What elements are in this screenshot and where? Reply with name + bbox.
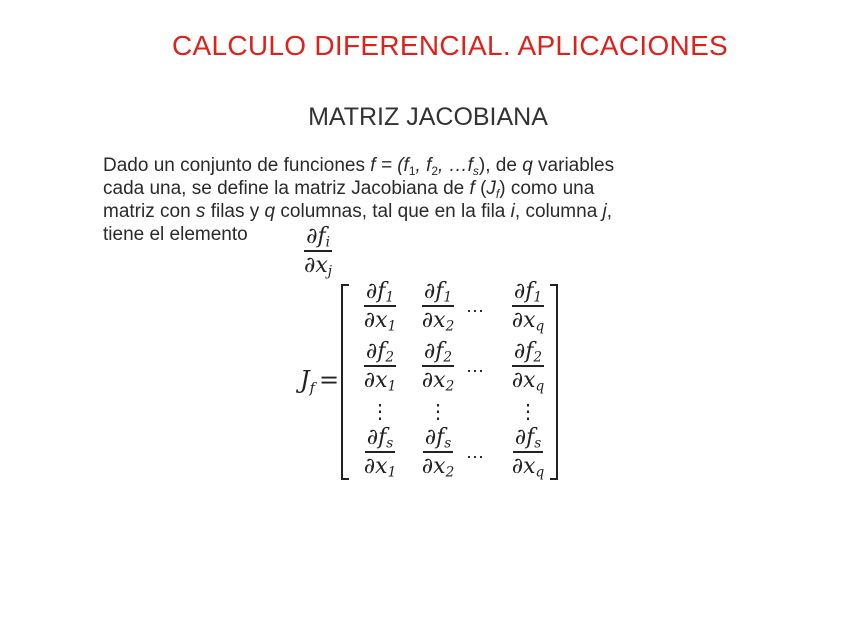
matrix-entry: $\frac{\partial f_2}{\partial x_q}$ [511, 339, 545, 395]
matrix-entry: $\frac{\partial f_s}{\partial x_2}$ [421, 425, 455, 481]
matrix-hdots: ⋯ [466, 361, 484, 382]
matrix-row [350, 279, 550, 339]
paragraph-line-4: tiene el elemento [103, 224, 248, 245]
matrix-entry: $\frac{\partial f_1}{\partial x_2}$ [421, 279, 455, 335]
matrix-entry: $\frac{\partial f_s}{\partial x_q}$ [511, 425, 545, 481]
paragraph-line-3: matriz con s filas y q columnas, tal que en la fila i, columna j, [103, 201, 613, 222]
jacobian-matrix [350, 279, 550, 485]
definition-paragraph [103, 154, 743, 246]
matrix-left-bracket [341, 284, 349, 480]
paragraph-line-1: Dado un conjunto de funciones $f = (f_1$, $f_2$, $\dots f_s$), de q variables [103, 155, 615, 178]
matrix-entry: $\frac{\partial f_1}{\partial x_1}$ [363, 279, 397, 335]
paragraph-line-2: cada una, se define la matriz Jacobiana de f $(J_f)$ como una [103, 178, 595, 201]
matrix-entry: $\frac{\partial f_2}{\partial x_2}$ [421, 339, 455, 395]
matrix-row [350, 425, 550, 485]
slide-title: CALCULO DIFERENCIAL. APLICACIONES [171, 30, 729, 61]
matrix-vdots: ⋮ [428, 399, 448, 423]
matrix-row [350, 339, 550, 399]
matrix-entry: $\frac{\partial f_s}{\partial x_1}$ [363, 425, 397, 481]
matrix-vdots: ⋮ [518, 399, 538, 423]
matrix-hdots: ⋯ [466, 447, 484, 468]
matrix-vdots: ⋮ [370, 399, 390, 423]
element-fraction: $\frac{\partial f_i}{\partial x_j}$ [304, 224, 333, 280]
jacobian-label: $J_f$ = [300, 366, 340, 397]
matrix-hdots: ⋯ [466, 301, 484, 322]
matrix-vdots-row [350, 399, 550, 425]
matrix-entry: $\frac{\partial f_2}{\partial x_1}$ [363, 339, 397, 395]
section-heading: MATRIZ JACOBIANA [308, 103, 548, 131]
matrix-entry: $\frac{\partial f_1}{\partial x_q}$ [511, 279, 545, 335]
